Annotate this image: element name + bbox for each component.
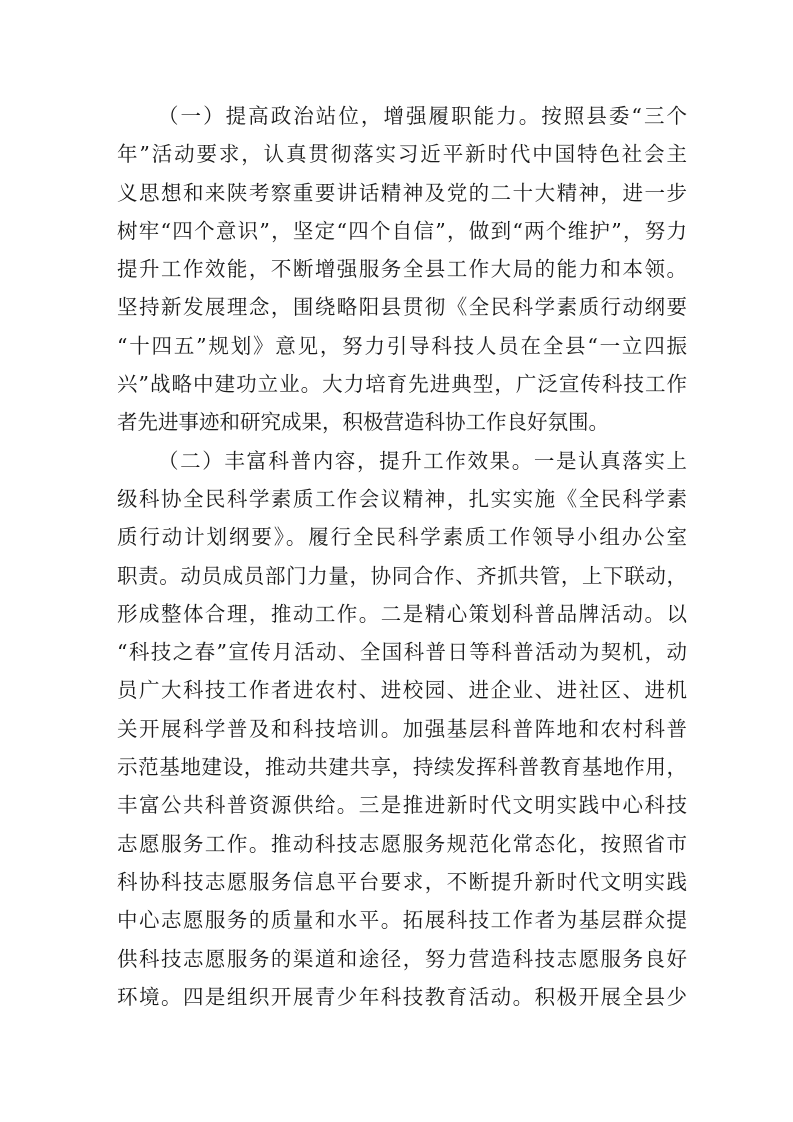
text-line: “科技之春”宣传月活动、全国科普日等科普活动为契机，动 xyxy=(117,640,687,665)
text-line: 坚持新发展理念，围绕略阳县贯彻《全民科学素质行动纲要 xyxy=(117,295,687,320)
text-line: 级科协全民科学素质工作会议精神，扎实实施《全民科学素 xyxy=(117,486,687,511)
text-line: 中心志愿服务的质量和水平。拓展科技工作者为基层群众提 xyxy=(117,908,687,933)
text-line: 者先进事迹和研究成果，积极营造科协工作良好氛围。 xyxy=(117,410,609,435)
text-line: 员广大科技工作者进农村、进校园、进企业、进社区、进机 xyxy=(117,678,687,703)
text-line: 供科技志愿服务的渠道和途径，努力营造科技志愿服务良好 xyxy=(117,946,687,971)
text-line: 关开展科学普及和科技培训。加强基层科普阵地和农村科普 xyxy=(117,716,687,741)
text-line: 年”活动要求，认真贯彻落实习近平新时代中国特色社会主 xyxy=(117,142,687,167)
text-line: 环境。四是组织开展青少年科技教育活动。积极开展全县少 xyxy=(117,984,687,1009)
text-line: 丰富公共科普资源供给。三是推进新时代文明实践中心科技 xyxy=(117,793,687,818)
text-line: （二）丰富科普内容，提升工作效果。一是认真落实上 xyxy=(158,448,687,473)
text-line: 志愿服务工作。推动科技志愿服务规范化常态化，按照省市 xyxy=(117,831,687,856)
text-line: 提升工作效能，不断增强服务全县工作大局的能力和本领。 xyxy=(117,257,687,282)
text-line: 示范基地建设，推动共建共享，持续发挥科普教育基地作用， xyxy=(117,755,687,780)
text-line: 形成整体合理，推动工作。二是精心策划科普品牌活动。以 xyxy=(117,601,687,626)
text-line: 科协科技志愿服务信息平台要求，不断提升新时代文明实践 xyxy=(117,869,687,894)
text-line: （一）提高政治站位，增强履职能力。按照县委“三个 xyxy=(158,104,687,128)
document-body xyxy=(117,97,687,1016)
text-line: 兴”战略中建功立业。大力培育先进典型，广泛宣传科技工作 xyxy=(117,372,687,397)
text-line: 树牢“四个意识”，坚定“四个自信”，做到“两个维护”，努力 xyxy=(117,218,687,243)
text-line: 职责。动员成员部门力量，协同合作、齐抓共管，上下联动， xyxy=(117,563,687,588)
text-line: 质行动计划纲要》。履行全民科学素质工作领导小组办公室 xyxy=(117,525,687,550)
paragraph-1 xyxy=(117,97,687,442)
paragraph-2 xyxy=(117,442,687,1016)
text-line: 义思想和来陕考察重要讲话精神及党的二十大精神，进一步 xyxy=(117,180,687,205)
text-line: “十四五”规划》意见，努力引导科技人员在全县“一立四振 xyxy=(117,333,687,358)
